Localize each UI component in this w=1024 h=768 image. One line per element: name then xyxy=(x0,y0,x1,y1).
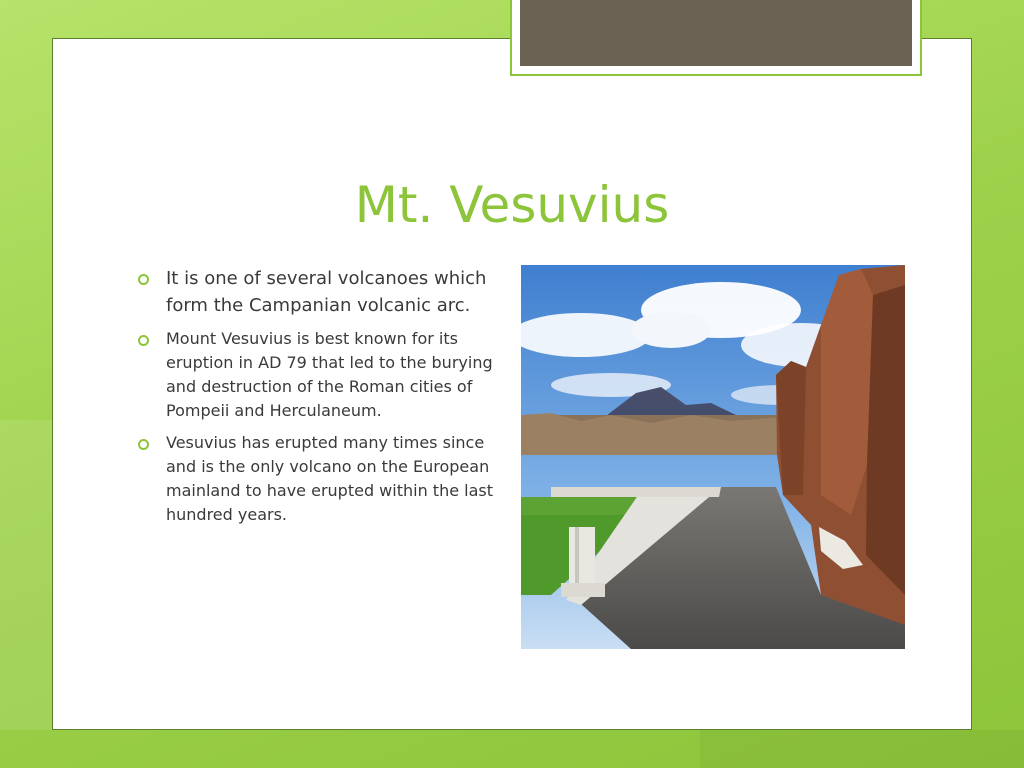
bullet-text: Mount Vesuvius is best known for its eruption in AD 79 that led to the burying and destruction of the Roman cities of Pompeii and Herculaneum. xyxy=(166,329,493,420)
background-stripe xyxy=(0,420,52,730)
bullet-item xyxy=(138,327,498,423)
bullet-circle-icon xyxy=(138,274,149,285)
vesuvius-pompeii-photo-icon xyxy=(521,265,905,649)
bullet-circle-icon xyxy=(138,335,149,346)
vesuvius-photo xyxy=(521,265,905,649)
bullet-circle-icon xyxy=(138,439,149,450)
bullet-item xyxy=(138,265,498,319)
bullet-item xyxy=(138,431,498,527)
slide-title: Mt. Vesuvius xyxy=(354,176,670,234)
title-tab-fill xyxy=(520,0,912,66)
bullet-text: Vesuvius has erupted many times since and is the only volcano on the European mainland to have erupted within the last hundred years. xyxy=(166,433,493,524)
bullet-text: It is one of several volcanoes which form the Campanian volcanic arc. xyxy=(166,268,487,316)
title-tab xyxy=(510,0,922,76)
bullet-list xyxy=(138,265,498,535)
background-stripe xyxy=(700,730,1024,768)
